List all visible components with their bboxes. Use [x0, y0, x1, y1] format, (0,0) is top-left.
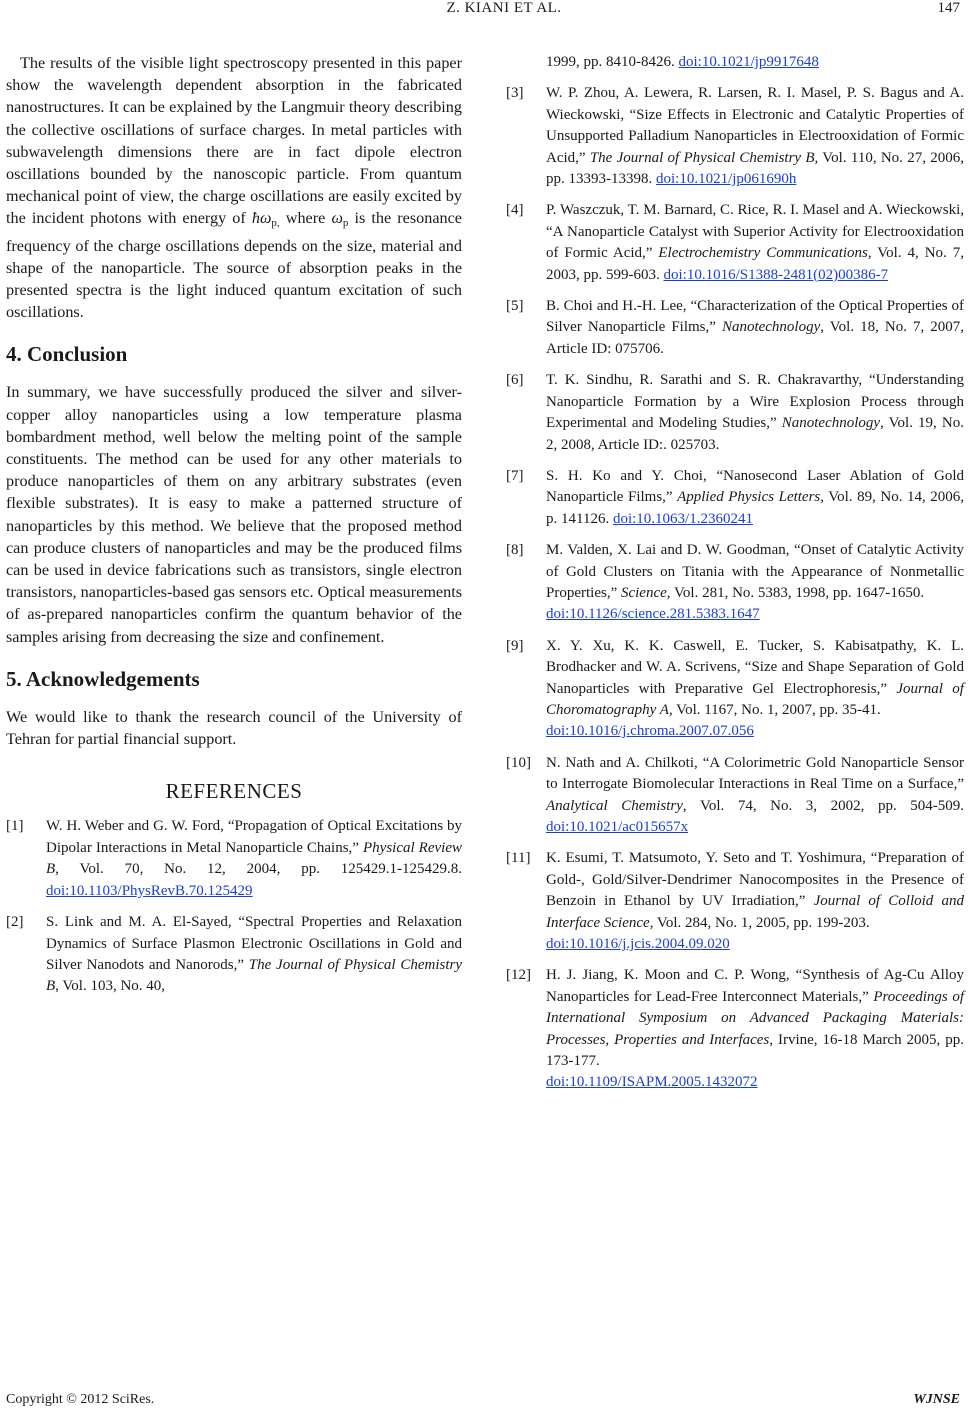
reference-continuation	[506, 52, 964, 73]
reference-details: , Vol. 74, No. 3, 2002, pp. 504-509.	[682, 797, 965, 814]
reference-number: [1]	[6, 818, 24, 835]
reference-item	[506, 370, 964, 456]
reference-text: S. Link and M. A. El-Sayed, “Spectral Properties and Relaxation Dynamics of Surface Plasmon Electronic Oscillations in Gold and Silver Nanodots and Nanorods,”	[46, 914, 462, 973]
reference-number: [5]	[506, 298, 524, 315]
reference-number: [4]	[506, 202, 524, 219]
reference-number: [7]	[506, 467, 524, 484]
reference-item	[506, 200, 964, 286]
doi-link[interactable]: doi:10.1016/j.jcis.2004.09.020	[546, 936, 730, 953]
doi-link[interactable]: doi:10.1016/S1388-2481(02)00386-7	[663, 266, 889, 283]
reference-number: [12]	[506, 967, 531, 984]
right-column	[506, 52, 964, 1104]
reference-number: [10]	[506, 754, 531, 771]
reference-details: , Vol. 89, No. 14, 2006, p. 141126.	[546, 489, 964, 527]
reference-item	[506, 466, 964, 530]
references-heading: REFERENCES	[165, 779, 303, 804]
reference-item	[6, 912, 462, 998]
reference-text: W. H. Weber and G. W. Ford, “Propagation of Optical Excitations by Dipolar Interactions in Metal Nanoparticle Chains,”	[46, 818, 462, 856]
reference-item	[506, 83, 964, 190]
reference-item	[506, 540, 964, 626]
reference-journal: Nanotechnology	[781, 415, 881, 432]
acknowledgements-paragraph: We would like to thank the research council of the University of Tehran for partial financial support.	[6, 707, 462, 749]
reference-details: , Vol. 18, No. 7, 2007, Article ID: 075706.	[546, 319, 964, 357]
reference-details: , Vol. 70, No. 12, 2004, pp. 125429.1-125429.8.	[55, 861, 462, 878]
journal-abbreviation: WJNSE	[913, 1392, 960, 1407]
reference-details: , Vol. 103, No. 40,	[55, 978, 166, 995]
doi-link[interactable]: doi:10.1021/jp061690h	[656, 171, 797, 188]
reference-number: [11]	[506, 850, 531, 867]
doi-link[interactable]: doi:10.1016/j.chroma.2007.07.056	[546, 723, 754, 740]
reference-text: P. Waszczuk, T. M. Barnard, C. Rice, R. I. Masel and A. Wieckowski, “A Nanoparticle Catalyst with Superior Activity for Electrooxidation of Formic Acid,”	[546, 202, 964, 262]
reference-number: [2]	[6, 914, 24, 931]
doi-link[interactable]: doi:10.1063/1.2360241	[612, 510, 753, 527]
doi-link[interactable]: doi:10.1103/PhysRevB.70.125429	[46, 882, 253, 899]
reference-journal: Applied Physics Letters	[677, 489, 821, 506]
doi-link[interactable]: doi:10.1126/science.281.5383.1647	[546, 606, 760, 623]
reference-item	[6, 816, 462, 902]
reference-details: , Vol. 1167, No. 1, 2007, pp. 35-41.	[668, 701, 881, 718]
subscript-p: p,	[271, 217, 280, 230]
reference-details: 1999, pp. 8410-8426.	[546, 54, 679, 70]
reference-journal: Proceedings of International Symposium on Advanced Packaging Materials: Processes, Properties and Interfaces	[546, 988, 964, 1048]
reference-item	[506, 296, 964, 360]
reference-number: [9]	[506, 637, 524, 654]
results-text-end: is the resonance frequency of the charge oscillations depends on the size, material and shape of the nanoparticle. The source of absorption peaks in the presented spectra is the light induced quantum excitation of such oscillations.	[6, 209, 462, 322]
reference-journal: Nanotechnology	[721, 319, 821, 336]
reference-journal: Physical Review B	[46, 839, 462, 878]
reference-details: , Irvine, 16-18 March 2005, pp. 173-177.	[546, 1031, 964, 1070]
reference-details: , Vol. 4, No. 7, 2003, pp. 599-603.	[546, 245, 964, 283]
page-number: 147	[937, 0, 960, 16]
reference-journal: The Journal of Physical Chemistry B	[589, 149, 815, 166]
reference-text: N. Nath and A. Chilkoti, “A Colorimetric Gold Nanoparticle Sensor to Interrogate Biomolecular Interactions in Real Time on a Surface,”	[546, 754, 964, 793]
conclusion-paragraph: In summary, we have successfully produced the silver and silver-copper alloy nanoparticles using a low temperature plasma bombardment method, well below the melting point of the sample constituents. The method can be used for any other materials to produce nanoparticles of them on any arbitrary substrates (even flexible substrates). It is easy to make a patterned structure of nanoparticles by this method. We believe that the proposed method can produce clusters of nanoparticles and may be the produced films can be used in device fabrications such as transistors, single electron transistors, nanoparticles-based gas sensors etc. Optical measurements of as-prepared nanoparticles confirm the quantum behavior of the samples arising from decreasing the size and confinement.	[6, 383, 462, 646]
reference-details: , Vol. 110, No. 27, 2006, pp. 13393-13398.	[546, 149, 964, 188]
reference-journal: The Journal of Physical Chemistry B	[46, 956, 462, 995]
reference-text: K. Esumi, T. Matsumoto, Y. Seto and T. Yoshimura, “Preparation of Gold-, Gold/Silver-Dendrimer Nanocomposites in the Presence of Benzoin in Ethanol by UV Irradiation,”	[546, 850, 964, 910]
reference-details: , Vol. 284, No. 1, 2005, pp. 199-203.	[649, 914, 870, 931]
reference-journal: Science	[620, 584, 667, 601]
subscript-p2: p	[342, 217, 349, 230]
reference-item	[506, 965, 964, 1093]
results-paragraph	[6, 52, 462, 323]
reference-details: , Vol. 19, No. 2, 2008, Article ID:. 025703.	[546, 415, 964, 453]
reference-journal: Journal of Colloid and Interface Science	[546, 893, 964, 931]
doi-link[interactable]: doi:10.1021/jp9917648	[678, 54, 819, 70]
reference-item	[506, 848, 964, 955]
reference-number: [8]	[506, 542, 524, 559]
reference-text: X. Y. Xu, K. K. Caswell, E. Tucker, S. Kabisatpathy, K. L. Brodhacker and W. A. Scrivens, “Size and Shape Separation of Gold Nanoparticles with Preparative Gel Electrophoresis,”	[546, 637, 964, 697]
reference-journal: Analytical Chemistry	[546, 797, 683, 814]
reference-details: , Vol. 281, No. 5383, 1998, pp. 1647-1650.	[666, 584, 925, 601]
omega-symbol: ω	[331, 209, 343, 228]
reference-number: [3]	[506, 85, 524, 102]
copyright-notice: Copyright © 2012 SciRes.	[6, 1392, 155, 1407]
reference-journal: Journal of Choromatography A	[546, 680, 964, 718]
reference-text: M. Valden, X. Lai and D. W. Goodman, “Onset of Catalytic Activity of Gold Clusters on Titania with the Appearance of Nonmetallic Properties,”	[546, 542, 964, 601]
reference-item	[506, 636, 964, 743]
doi-link[interactable]: doi:10.1021/ac015657x	[546, 819, 689, 835]
results-text-start: The results of the visible light spectroscopy presented in this paper show the wavelength dependent absorption in the fabricated nanostructures. It can be explained by the Langmuir theory describing the collective oscillations of surface charges. In metal particles with subwavelength dimensions there are in fact dipole electron oscillations bounded by the nanoscopic particle. From quantum mechanical point of view, the charge oscillations are easily excited by the incident photons with energy of	[6, 54, 462, 228]
reference-item	[506, 753, 964, 839]
reference-text: T. K. Sindhu, R. Sarathi and S. R. Chakravarthy, “Understanding Nanoparticle Formation by a Wire Explosion Process through Experimental and Modeling Studies,”	[546, 372, 964, 432]
reference-text: B. Choi and H.-H. Lee, “Characterization of the Optical Properties of Silver Nanoparticle Films,”	[546, 298, 964, 336]
reference-journal: Electrochemistry Communications	[658, 245, 868, 262]
running-header	[0, 0, 968, 17]
header-authors: Z. KIANI ET AL.	[446, 0, 562, 16]
reference-text: H. J. Jiang, K. Moon and C. P. Wong, “Synthesis of Ag-Cu Alloy Nanoparticles for Lead-Free Interconnect Materials,”	[546, 967, 964, 1005]
reference-text: S. H. Ko and Y. Choi, “Nanosecond Laser Ablation of Gold Nanoparticle Films,”	[546, 467, 964, 506]
acknowledgements-heading: 5. Acknowledgements	[6, 666, 200, 691]
hbar-omega: ħω	[251, 209, 272, 228]
conclusion-heading: 4. Conclusion	[6, 342, 128, 367]
left-column	[6, 52, 462, 1008]
where-text: where	[279, 209, 332, 228]
reference-number: [6]	[506, 372, 524, 389]
reference-text: W. P. Zhou, A. Lewera, R. Larsen, R. I. Masel, P. S. Bagus and A. Wieckowski, “Size Effects in Electronic and Catalytic Properties of Unsupported Palladium Nanoparticles in Electrooxidation of Formic Acid,”	[546, 85, 964, 166]
doi-link[interactable]: doi:10.1109/ISAPM.2005.1432072	[546, 1074, 758, 1091]
